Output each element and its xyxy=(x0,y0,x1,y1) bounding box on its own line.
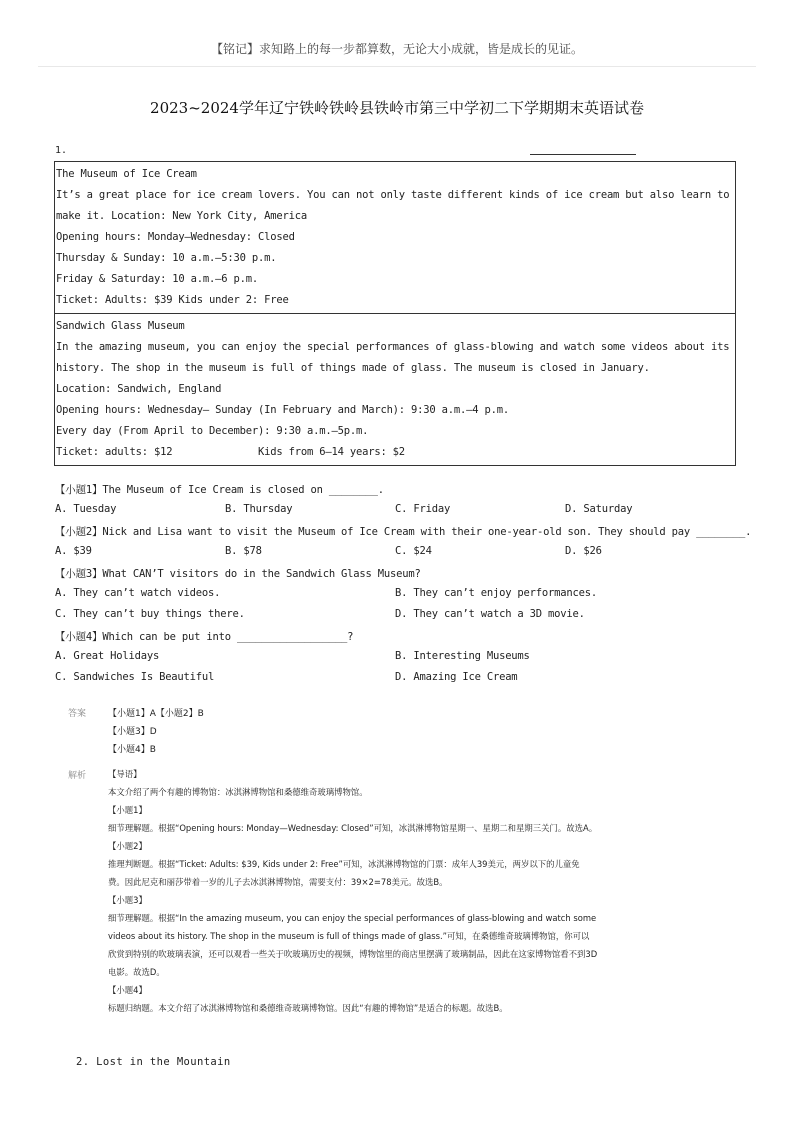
passage-line: Opening hours: Monday—Wednesday: Closed xyxy=(56,231,295,243)
passage-line: Ticket: adults: $12 Kids from 6—14 years: $2 xyxy=(56,446,405,458)
passage-line: The Museum of Ice Cream xyxy=(56,168,197,180)
analysis-label: 解析 xyxy=(68,771,87,781)
analysis-line: 细节理解题。根据“In the amazing museum, you can enjoy the special performances of glass-blowing and watch some xyxy=(108,913,597,923)
passage-line: In the amazing museum, you can enjoy the special performances of glass-blowing and watch some videos about its xyxy=(56,341,730,353)
sub-question-1-option-c[interactable]: C. Friday xyxy=(395,503,451,515)
sub-question-4-option-a[interactable]: A. Great Holidays xyxy=(55,650,160,662)
sub-question-1-option-d[interactable]: D. Saturday xyxy=(565,503,633,515)
sub-question-3-stem: 【小题3】What CAN’T visitors do in the Sandwich Glass Museum? xyxy=(55,568,421,580)
passage-line: history. The shop in the museum is full of things made of glass. The museum is closed in January. xyxy=(56,362,650,374)
sub-question-2-option-a[interactable]: A. $39 xyxy=(55,545,92,557)
sub-question-2-option-b[interactable]: B. $78 xyxy=(225,545,262,557)
analysis-line: 【导语】 xyxy=(108,769,142,779)
passage-line: make it. Location: New York City, America xyxy=(56,210,307,222)
answer-line: 【小题3】D xyxy=(108,727,157,737)
analysis-line: 本文介绍了两个有趣的博物馆：冰淇淋博物馆和桑德维奇玻璃博物馆。 xyxy=(108,787,368,797)
analysis-line: 电影。故选D。 xyxy=(108,967,165,977)
passage-line: Sandwich Glass Museum xyxy=(56,320,185,332)
header-motto: 【铭记】求知路上的每一步都算数，无论大小成就，皆是成长的见证。 xyxy=(210,42,583,56)
page-title: 2023~2024学年辽宁铁岭铁岭县铁岭市第三中学初二下学期期末英语试卷 xyxy=(150,99,644,117)
passage-line: Every day (From April to December): 9:30 a.m.—5p.m. xyxy=(56,425,369,437)
analysis-line: 【小题4】 xyxy=(108,985,147,995)
question-1-number: 1. xyxy=(55,145,68,156)
sub-question-1-option-b[interactable]: B. Thursday xyxy=(225,503,293,515)
answer-line: 【小题1】A【小题2】B xyxy=(108,709,204,719)
answer-label: 答案 xyxy=(68,709,87,719)
sub-question-2-option-d[interactable]: D. $26 xyxy=(565,545,602,557)
passage-line: It’s a great place for ice cream lovers. You can not only taste different kinds of ice cream but also learn to xyxy=(56,189,730,201)
question-1-blank xyxy=(530,154,636,155)
passage-line: Location: Sandwich, England xyxy=(56,383,222,395)
passage-table xyxy=(54,161,736,466)
question-2-heading: 2. Lost in the Mountain xyxy=(76,1056,231,1068)
passage-line: Friday & Saturday: 10 a.m.—6 p.m. xyxy=(56,273,259,285)
sub-question-2-stem: 【小题2】Nick and Lisa want to visit the Museum of Ice Cream with their one-year-old son. They should pay ________. xyxy=(55,526,752,538)
analysis-line: 欣赏到特别的吹玻璃表演，还可以观看一些关于吹玻璃历史的视频，博物馆里的商店里摆满了玻璃制品，因此在这家博物馆看不到3D xyxy=(108,949,598,959)
passage-line: Opening hours: Wednesday— Sunday (In February and March): 9:30 a.m.—4 p.m. xyxy=(56,404,509,416)
sub-question-3-option-b[interactable]: B. They can’t enjoy performances. xyxy=(395,587,598,599)
answer-line: 【小题4】B xyxy=(108,745,156,755)
analysis-line: 推理判断题。根据“Ticket: Adults: $39, Kids under 2: Free”可知，冰淇淋博物馆的门票：成年人39美元，两岁以下的儿童免 xyxy=(108,859,580,869)
sub-question-1-stem: 【小题1】The Museum of Ice Cream is closed on ________. xyxy=(55,484,384,496)
sub-question-4-stem: 【小题4】Which can be put into __________________? xyxy=(55,631,354,643)
sub-question-3-option-a[interactable]: A. They can’t watch videos. xyxy=(55,587,221,599)
analysis-line: 细节理解题。根据“Opening hours: Monday—Wednesday: Closed”可知，冰淇淋博物馆星期一、星期二和星期三关门。故选A。 xyxy=(108,823,598,833)
sub-question-1-option-a[interactable]: A. Tuesday xyxy=(55,503,117,515)
analysis-line: 标题归纳题。本文介绍了冰淇淋博物馆和桑德维奇玻璃博物馆。因此“有趣的博物馆”是适合的标题。故选B。 xyxy=(108,1003,508,1013)
passage-line: Ticket: Adults: $39 Kids under 2: Free xyxy=(56,294,289,306)
header-divider xyxy=(38,66,756,67)
sub-question-4-option-d[interactable]: D. Amazing Ice Cream xyxy=(395,671,518,683)
analysis-line: 【小题2】 xyxy=(108,841,147,851)
analysis-line: 【小题1】 xyxy=(108,805,147,815)
sub-question-4-option-c[interactable]: C. Sandwiches Is Beautiful xyxy=(55,671,215,683)
sub-question-2-option-c[interactable]: C. $24 xyxy=(395,545,432,557)
passage-sandwich-glass-museum xyxy=(55,314,735,465)
analysis-line: 【小题3】 xyxy=(108,895,147,905)
analysis-line: videos about its history. The shop in the museum is full of things made of glass.”可知，在桑德维奇玻璃博物馆，你可以 xyxy=(108,931,590,941)
sub-question-3-option-d[interactable]: D. They can’t watch a 3D movie. xyxy=(395,608,585,620)
analysis-line: 费。因此尼克和丽莎带着一岁的儿子去冰淇淋博物馆，需要支付：39×2=78美元。故选B。 xyxy=(108,877,448,887)
passage-ice-cream-museum xyxy=(55,162,735,314)
sub-question-4-option-b[interactable]: B. Interesting Museums xyxy=(395,650,530,662)
passage-line: Thursday & Sunday: 10 a.m.—5:30 p.m. xyxy=(56,252,277,264)
sub-question-3-option-c[interactable]: C. They can’t buy things there. xyxy=(55,608,245,620)
